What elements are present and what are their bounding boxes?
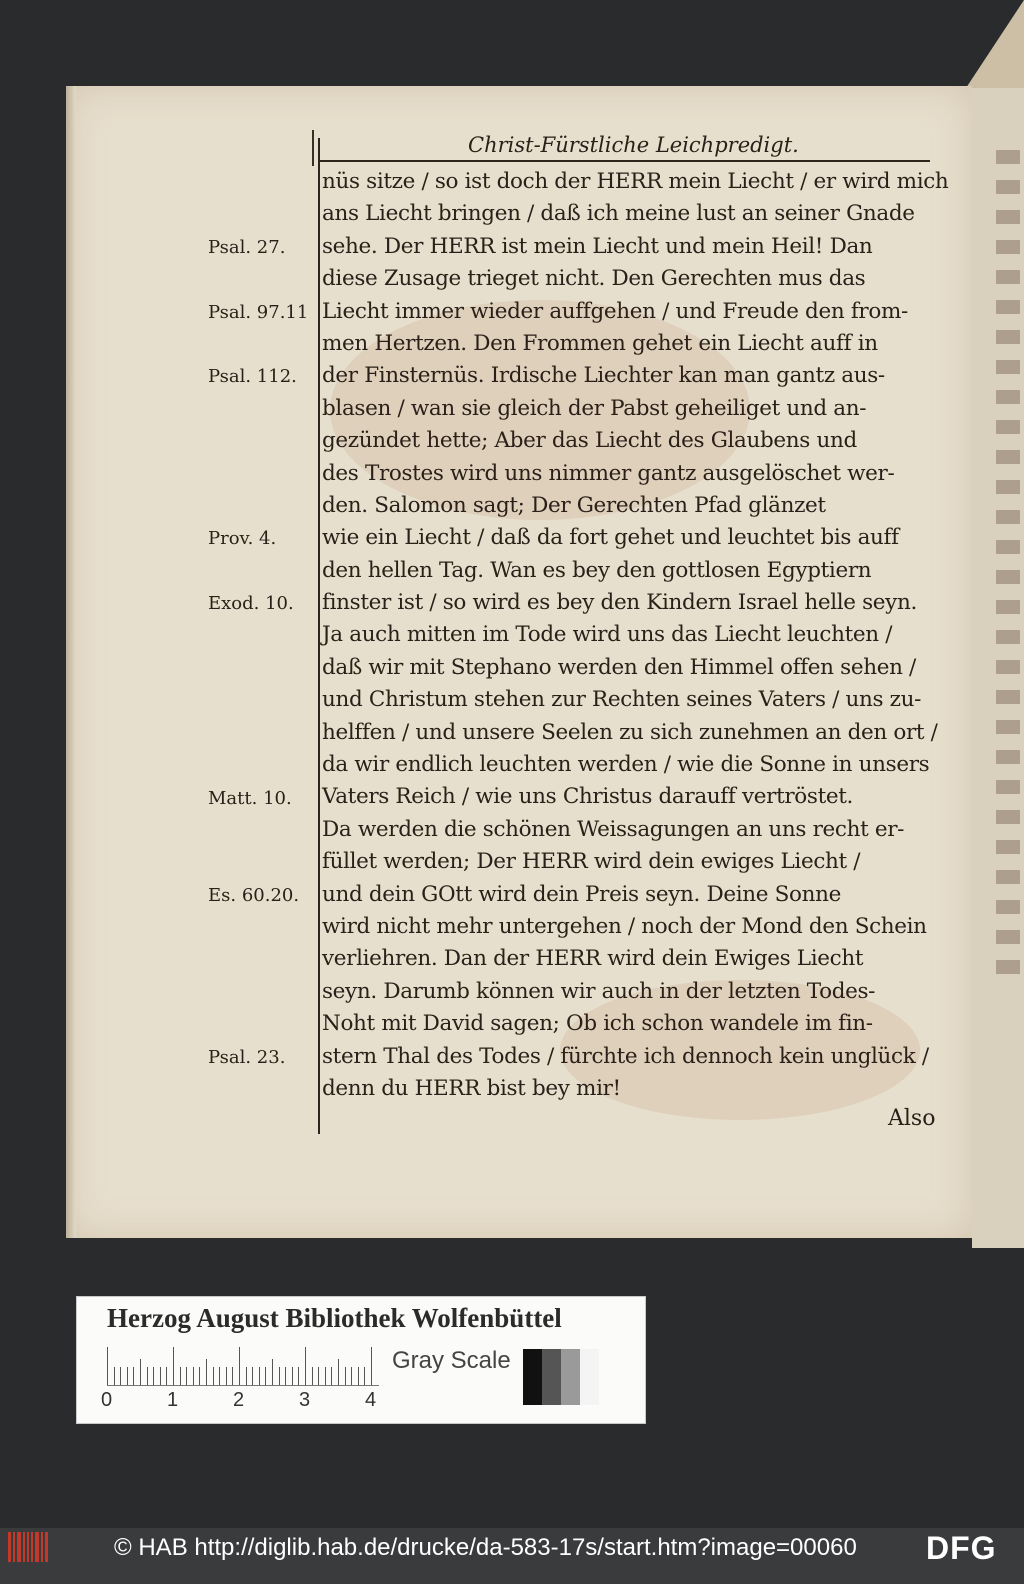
- scale-number: 4: [365, 1389, 377, 1411]
- scale-number: 1: [167, 1389, 179, 1411]
- ruler-tick: [133, 1367, 134, 1385]
- color-scale-card: [76, 1296, 646, 1424]
- ruler-tick: [265, 1367, 266, 1385]
- text-line: men Hertzen. Den Frommen gehet ein Liecht auff in: [322, 330, 878, 356]
- text-line: seyn. Darumb können wir auch in der letzten Todes-: [322, 978, 876, 1004]
- text-line: den. Salomon sagt; Der Gerechten Pfad glänzet: [322, 492, 826, 518]
- dfg-logo: DFG: [926, 1530, 997, 1566]
- margin-reference: Prov. 4.: [208, 528, 277, 550]
- text-line: stern Thal des Todes / fürchte ich dennoch kein unglück /: [322, 1043, 929, 1069]
- text-line: und dein GOtt wird dein Preis seyn. Deine Sonne: [322, 881, 841, 907]
- ruler-tick: [292, 1367, 293, 1385]
- gray-swatch: [580, 1349, 599, 1405]
- text-line: verliehren. Dan der HERR wird dein Ewiges Liecht: [322, 946, 864, 972]
- text-line: Liecht immer wieder auffgehen / und Freude den from-: [322, 298, 908, 324]
- scale-number: 3: [299, 1389, 311, 1411]
- ruler-tick: [259, 1367, 260, 1385]
- page-edge: [66, 86, 76, 1238]
- ruler-tick: [114, 1367, 115, 1385]
- ruler-tick: [213, 1367, 214, 1385]
- ruler-tick: [298, 1367, 299, 1385]
- text-line: da wir endlich leuchten werden / wie die Sonne in unsers: [322, 752, 930, 778]
- margin-reference: Es. 60.20.: [208, 884, 300, 906]
- ruler-tick: [345, 1367, 346, 1385]
- ruler-tick: [186, 1367, 187, 1385]
- text-line: daß wir mit Stephano werden den Himmel offen sehen /: [322, 654, 916, 680]
- ruler-tick: [219, 1367, 220, 1385]
- measurement-ruler: [107, 1347, 377, 1385]
- ruler-tick: [166, 1367, 167, 1385]
- scale-number: 2: [233, 1389, 245, 1411]
- margin-reference: Psal. 27.: [208, 236, 286, 258]
- text-line: wird nicht mehr untergehen / noch der Mond den Schein: [322, 913, 927, 939]
- scale-number: 0: [101, 1389, 113, 1411]
- ruler-tick: [193, 1367, 194, 1385]
- ruler-tick: [246, 1367, 247, 1385]
- ruler-tick: [239, 1347, 240, 1385]
- margin-rule-top: [312, 130, 314, 166]
- text-line: Da werden die schönen Weissagungen an uns recht er-: [322, 816, 905, 842]
- ruler-tick: [127, 1367, 128, 1385]
- ruler-tick: [120, 1367, 121, 1385]
- ruler-tick: [312, 1367, 313, 1385]
- text-line: Ja auch mitten im Tode wird uns das Liecht leuchten /: [322, 622, 893, 648]
- library-name: Herzog August Bibliothek Wolfenbüttel: [107, 1303, 562, 1333]
- text-line: den hellen Tag. Wan es bey den gottlosen Egyptiern: [322, 557, 872, 583]
- gray-swatch: [542, 1349, 561, 1405]
- copyright-link[interactable]: © HAB http://diglib.hab.de/drucke/da-583-17s/start.htm?image=00060: [114, 1534, 857, 1561]
- ruler-tick: [279, 1367, 280, 1385]
- ruler-tick: [318, 1367, 319, 1385]
- ruler-tick: [338, 1359, 339, 1385]
- text-line: denn du HERR bist bey mir!: [322, 1075, 621, 1101]
- text-line: sehe. Der HERR ist mein Liecht und mein Heil! Dan: [322, 233, 873, 259]
- barcode-icon: [8, 1532, 48, 1562]
- ruler-tick: [358, 1367, 359, 1385]
- gray-swatch: [561, 1349, 580, 1405]
- margin-reference: Psal. 112.: [208, 366, 297, 388]
- ruler-tick: [140, 1359, 141, 1385]
- ruler-tick: [206, 1359, 207, 1385]
- margin-reference: Matt. 10.: [208, 787, 292, 809]
- ruler-tick: [331, 1367, 332, 1385]
- margin-reference: Psal. 23.: [208, 1046, 286, 1068]
- text-line: finster ist / so wird es bey den Kindern Israel helle seyn.: [322, 590, 917, 616]
- gray-scale-swatches: [523, 1349, 599, 1405]
- ruler-tick: [371, 1347, 372, 1385]
- text-line: der Finsternüs. Irdische Liechter kan man gantz aus-: [322, 363, 885, 389]
- text-line: diese Zusage trieget nicht. Den Gerechten mus das: [322, 266, 866, 292]
- ruler-tick: [285, 1367, 286, 1385]
- ruler-tick: [364, 1367, 365, 1385]
- ruler-tick: [325, 1367, 326, 1385]
- text-line: nüs sitze / so ist doch der HERR mein Liecht / er wird mich: [322, 169, 949, 194]
- catchword: Also: [888, 1106, 936, 1131]
- ruler-tick: [351, 1367, 352, 1385]
- text-line: füllet werden; Der HERR wird dein ewiges Liecht /: [322, 849, 861, 875]
- ruler-tick: [180, 1367, 181, 1385]
- text-line: Vaters Reich / wie uns Christus darauff vertröstet.: [322, 784, 854, 810]
- text-line: Noht mit David sagen; Ob ich schon wandele im fin-: [322, 1011, 873, 1037]
- margin-reference: Psal. 97.11: [208, 301, 309, 323]
- next-page-corner: [966, 0, 1024, 88]
- next-page-text-fragments: [996, 150, 1020, 1050]
- ruler-tick: [305, 1347, 306, 1385]
- ruler-tick: [107, 1347, 108, 1385]
- margin-reference: Exod. 10.: [208, 593, 294, 615]
- header-rule: [318, 160, 930, 162]
- ruler-tick: [160, 1367, 161, 1385]
- text-line: helffen / und unsere Seelen zu sich zunehmen an den ort /: [322, 719, 938, 745]
- ruler-tick: [272, 1359, 273, 1385]
- text-line: wie ein Liecht / daß da fort gehet und leuchtet bis auff: [322, 525, 899, 551]
- ruler-tick: [226, 1367, 227, 1385]
- ruler-tick: [153, 1367, 154, 1385]
- ruler-tick: [252, 1367, 253, 1385]
- text-line: des Trostes wird uns nimmer gantz ausgelöschet wer-: [322, 460, 895, 486]
- margin-rule: [318, 138, 320, 1134]
- text-line: gezündet hette; Aber das Liecht des Glaubens und: [322, 428, 857, 454]
- ruler-tick: [199, 1367, 200, 1385]
- gray-scale-label: Gray Scale: [392, 1347, 511, 1374]
- gray-swatch: [523, 1349, 542, 1405]
- running-head: Christ-Fürstliche Leichpredigt.: [468, 133, 799, 157]
- text-line: ans Liecht bringen / daß ich meine lust an seiner Gnade: [322, 201, 915, 227]
- text-line: und Christum stehen zur Rechten seines Vaters / uns zu-: [322, 687, 922, 713]
- ruler-baseline: [107, 1385, 379, 1386]
- ruler-tick: [232, 1367, 233, 1385]
- ruler-tick: [173, 1347, 174, 1385]
- page-body-text: [322, 166, 949, 1105]
- ruler-tick: [147, 1367, 148, 1385]
- text-line: blasen / wan sie gleich der Pabst geheiliget und an-: [322, 395, 867, 421]
